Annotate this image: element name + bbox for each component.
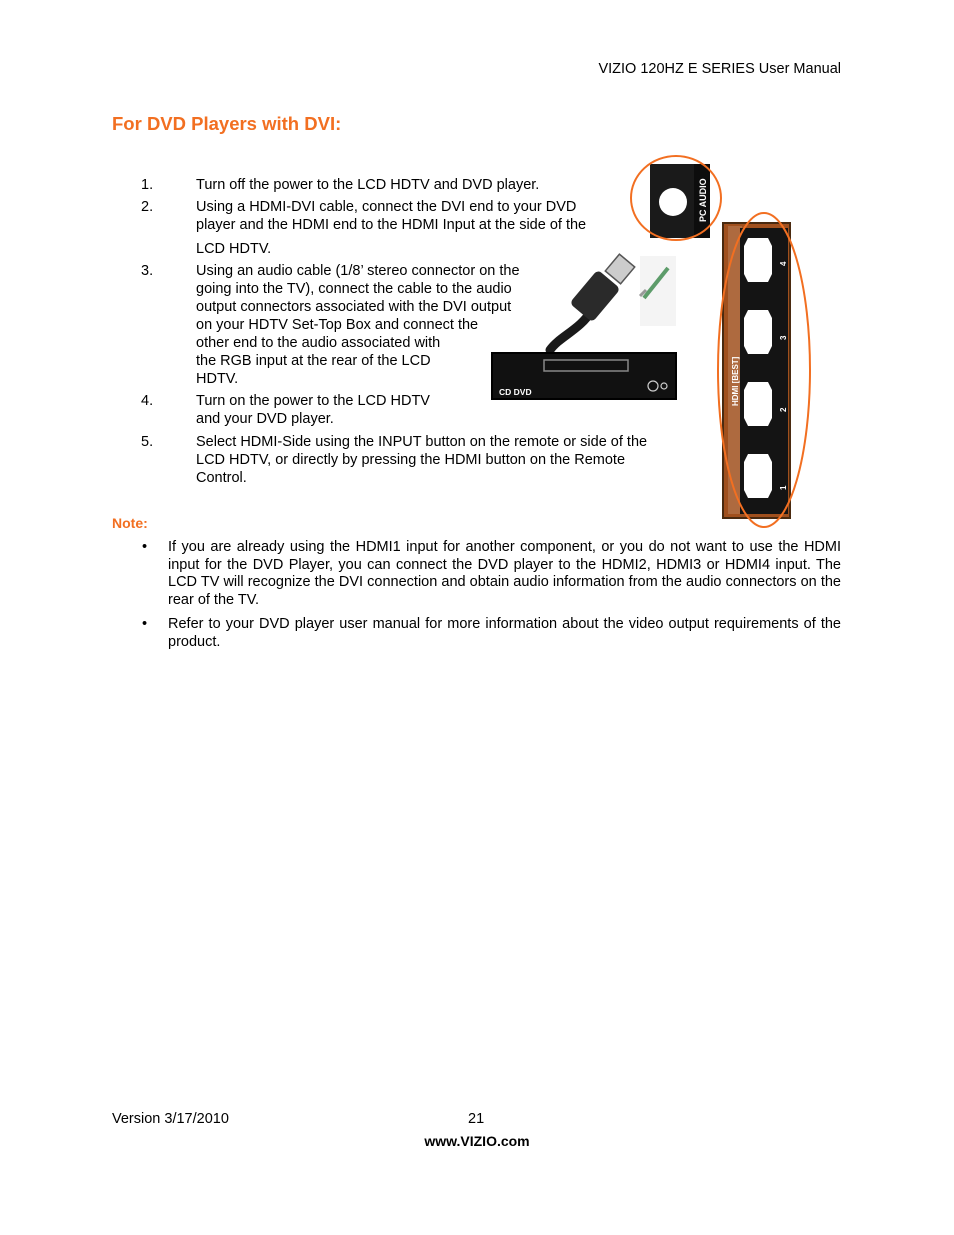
bullet-text: If you are already using the HDMI1 input for another component, or you do not want to use the HDMI input for the DVD Player, you can connect the DVD player to the HDMI2, HDMI3 or HDMI4 input. The LCD TV will recognize the DVI connection and obtain audio information from the audio connectors on the rear of the TV.: [168, 539, 841, 608]
step-line: Turn on the power to the LCD HDTV: [196, 393, 430, 409]
step-line: going into the TV), connect the cable to the audio: [196, 281, 512, 297]
step-number: 5.: [141, 434, 154, 450]
step-line: Using an audio cable (1/8’ stereo connector on the: [196, 263, 520, 279]
dvd-player-icon: [492, 353, 676, 399]
page-number: 21: [468, 1111, 485, 1127]
footer-version: Version 3/17/2010: [112, 1111, 229, 1127]
step-line: Select HDMI-Side using the INPUT button on the remote or side of the: [196, 434, 648, 450]
step-line: Using a HDMI-DVI cable, connect the DVI end to your DVD: [196, 199, 577, 215]
hdmi-port-number: 3: [779, 335, 788, 340]
step-line: HDTV.: [196, 371, 239, 387]
hdmi-port-number: 4: [779, 261, 788, 266]
step-line: and your DVD player.: [196, 411, 334, 427]
audio-plug-icon: [640, 256, 676, 326]
step-line: other end to the audio associated with: [196, 335, 441, 351]
bullet-symbol: •: [142, 616, 148, 632]
hdmi-panel-label: HDMI [BEST]: [731, 356, 740, 406]
hdmi-port-number: 1: [779, 485, 788, 490]
step-number: 1.: [141, 177, 154, 193]
step-line: LCD HDTV.: [196, 241, 272, 257]
step-line: on your HDTV Set-Top Box and connect the: [196, 317, 479, 333]
hdmi-panel-icon: [718, 213, 810, 527]
pc-audio-label: PC AUDIO: [698, 178, 708, 222]
footer-url-link[interactable]: www.VIZIO.com: [424, 1133, 530, 1149]
step-line: LCD HDTV, or directly by pressing the HDMI button on the Remote: [196, 452, 626, 468]
pc-audio-port-icon: [631, 156, 721, 240]
dvd-label: CD DVD: [499, 387, 532, 397]
hdmi-port-number: 2: [779, 407, 788, 412]
step-number: 2.: [141, 199, 154, 215]
step-number: 4.: [141, 393, 154, 409]
step-number: 3.: [141, 263, 154, 279]
section-title: For DVD Players with DVI:: [112, 113, 342, 134]
step-line: player and the HDMI end to the HDMI Input at the side of the: [196, 217, 587, 233]
step-line: Control.: [196, 470, 247, 486]
bullet-text: Refer to your DVD player user manual for more information about the video output requirements of the product.: [168, 616, 841, 650]
bullet-symbol: •: [142, 539, 148, 555]
step-line: output connectors associated with the DVI output: [196, 299, 512, 315]
manual-header: VIZIO 120HZ E SERIES User Manual: [598, 61, 841, 77]
connection-illustration: [480, 150, 820, 532]
step-line: the RGB input at the rear of the LCD: [196, 353, 431, 369]
note-label: Note:: [112, 515, 148, 531]
step-line: Turn off the power to the LCD HDTV and DVD player.: [196, 177, 540, 193]
